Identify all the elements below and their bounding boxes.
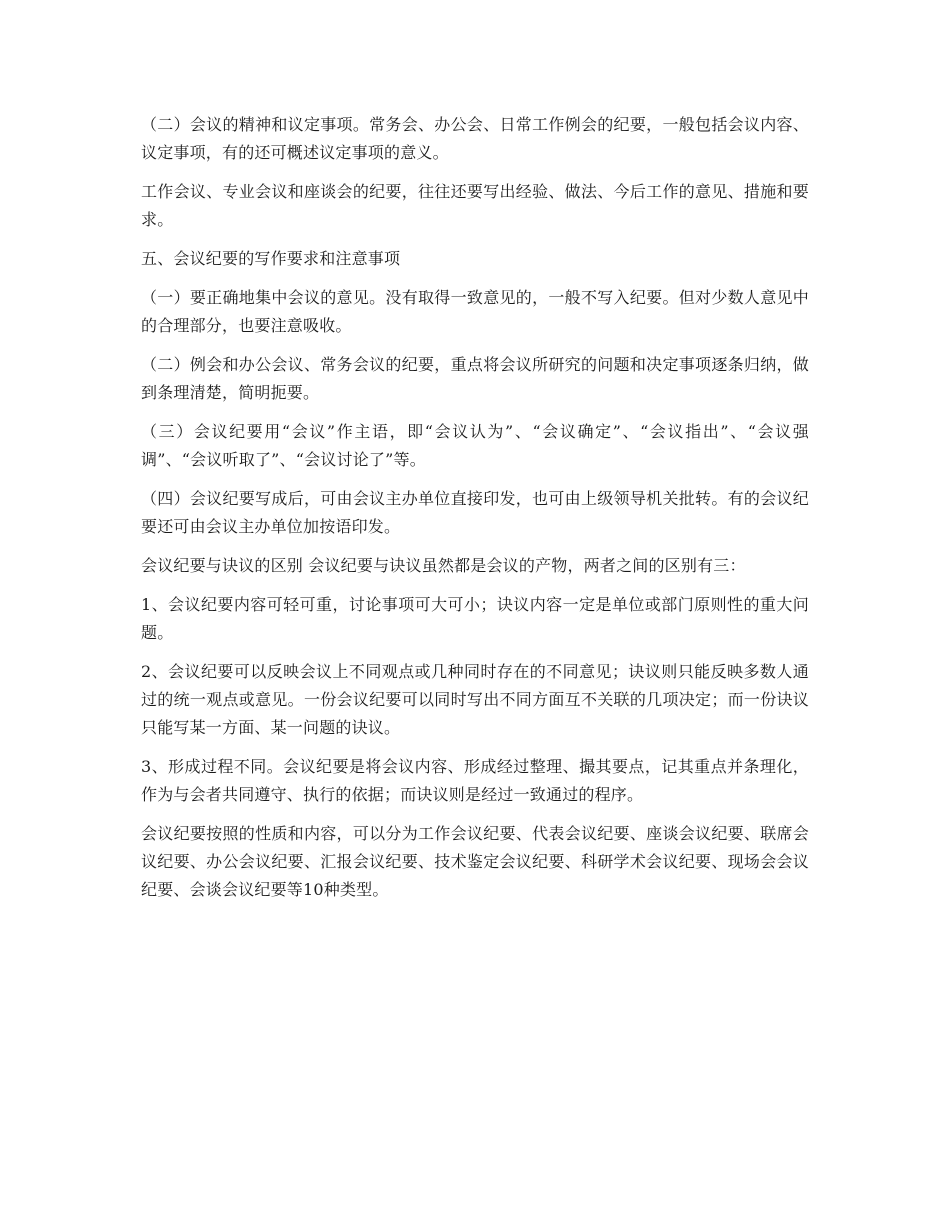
paragraph-requirement-1: （一）要正确地集中会议的意见。没有取得一致意见的，一般不写入纪要。但对少数人意见中的合理部分，也要注意吸收。 bbox=[141, 288, 809, 335]
paragraph-work-meeting-minutes: 工作会议、专业会议和座谈会的纪要，往往还要写出经验、做法、今后工作的意见、措施和要求。 bbox=[141, 182, 809, 229]
paragraph-difference-2: 2、会议纪要可以反映会议上不同观点或几种同时存在的不同意见；诀议则只能反映多数人通过的统一观点或意见。一份会议纪要可以同时写出不同方面互不关联的几项决定；而一份诀议只能写某一方面、某一问题的诀议。 bbox=[141, 662, 809, 737]
paragraph-difference-1: 1、会议纪要内容可轻可重，讨论事项可大可小；诀议内容一定是单位或部门原则性的重大问题。 bbox=[141, 595, 809, 642]
paragraph-meeting-spirit: （二）会议的精神和议定事项。常务会、办公会、日常工作例会的纪要，一般包括会议内容、议定事项，有的还可概述议定事项的意义。 bbox=[141, 115, 809, 162]
section-heading-writing-requirements: 五、会议纪要的写作要求和注意事项 bbox=[141, 249, 401, 268]
paragraph-requirement-2: （二）例会和办公会议、常务会议的纪要，重点将会议所研究的问题和决定事项逐条归纳，做到条理清楚，简明扼要。 bbox=[141, 355, 809, 402]
paragraph-difference-3: 3、形成过程不同。会议纪要是将会议内容、形成经过整理、撮其要点，记其重点并条理化，作为与会者共同遵守、执行的依据；而诀议则是经过一致通过的程序。 bbox=[141, 757, 809, 804]
document-page bbox=[141, 111, 809, 915]
paragraph-requirement-4: （四）会议纪要写成后，可由会议主办单位直接印发，也可由上级领导机关批转。有的会议纪要还可由会议主办单位加按语印发。 bbox=[141, 489, 809, 536]
paragraph-difference-intro: 会议纪要与诀议的区别 会议纪要与诀议虽然都是会议的产物，两者之间的区别有三： bbox=[141, 556, 746, 575]
paragraph-minutes-types: 会议纪要按照的性质和内容，可以分为工作会议纪要、代表会议纪要、座谈会议纪要、联席会议纪要、办公会议纪要、汇报会议纪要、技术鉴定会议纪要、科研学术会议纪要、现场会会议纪要、会谈会议纪要等10种类型。 bbox=[141, 824, 809, 899]
paragraph-requirement-3: （三）会议纪要用“会议”作主语，即“会议认为”、“会议确定”、“会议指出”、“会议强调”、“会议听取了”、“会议讨论了”等。 bbox=[141, 422, 809, 469]
